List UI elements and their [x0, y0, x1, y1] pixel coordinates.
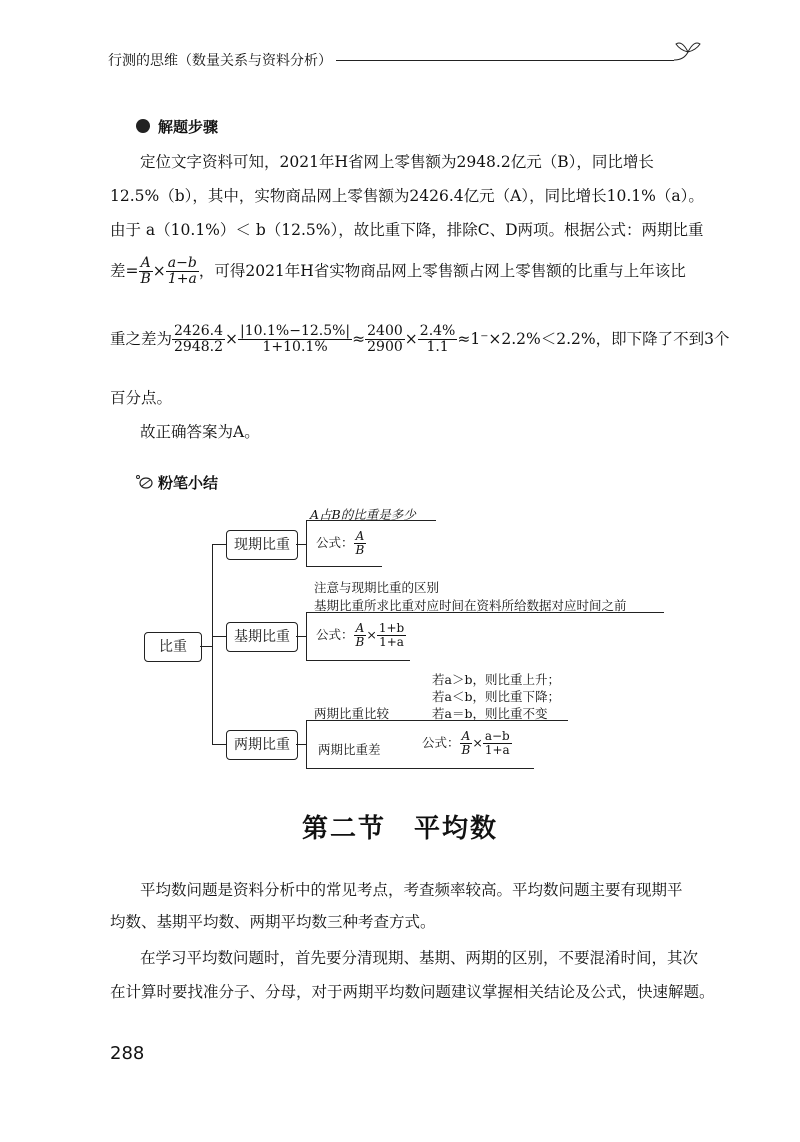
node-two-period-share: 两期比重: [226, 730, 298, 760]
two-formula-rule: [306, 768, 534, 769]
calc-suffix: ≈1⁻×2.2%＜2.2%，即下降了不到3个: [457, 329, 730, 348]
base-branch-line: [306, 612, 307, 660]
two-formula: 公式： $\frac{A}{B}$ × $\frac{a-b}{1+a}$: [422, 729, 510, 758]
two-rule-2: 若a＜b，则比重下降；: [432, 689, 560, 704]
two-diff-label: 两期比重差: [318, 742, 381, 757]
calc-fraction-2: $\frac{|10.1\%-12.5\%|}{1+10.1\%}$: [240, 323, 351, 356]
current-branch-line: [306, 520, 307, 566]
node-base-share: 基期比重: [226, 622, 298, 652]
section-p2-line-2: 在计算时要找准分子、分母，对于两期平均数问题建议掌握相关结论及公式，快速解题。: [110, 983, 715, 1001]
base-formula-rule: [306, 660, 410, 661]
solution-line-1: 定位文字资料可知，2021年H省网上零售额为2948.2亿元（B），同比增长: [140, 153, 654, 171]
calc-prefix: 重之差为: [110, 329, 173, 348]
calc-fraction-1: $\frac{2426.4}{2948.2}$: [174, 323, 224, 356]
solution-line-5: 重之差为 $\frac{2426.4}{2948.2}$ × $\frac{|10.1\%-12.5\%|}{1+10.1\%}$ ≈ $\frac{2400}{2900}$ × $\frac{2.4\%}{1.1}$ ≈1⁻×2.2%＜2.2%，即下降了不到3个: [110, 323, 730, 356]
current-note-rule: [306, 520, 436, 521]
current-note: A占B的比重是多少: [310, 507, 416, 522]
summary-heading: 粉笔小结: [158, 474, 219, 492]
fraction-A-over-B: $\frac{A}{B}$: [140, 255, 151, 288]
sprout-icon: [670, 38, 710, 68]
base-note-rule: [306, 612, 664, 613]
root-node: 比重: [144, 632, 202, 662]
solution-line-3: 由于 a（10.1%）＜ b（12.5%），故比重下降，排除C、D两项。根据公式：两期比重: [110, 221, 704, 239]
section-p1-line-1: 平均数问题是资料分析中的常见考点，考查频率较高。平均数问题主要有现期平: [140, 881, 683, 899]
header-rule: [336, 60, 674, 61]
branch-two: [212, 744, 226, 745]
root-connector: [200, 646, 212, 647]
solution-answer: 故正确答案为A。: [140, 423, 260, 441]
section-p2-line-1: 在学习平均数问题时，首先要分清现期、基期、两期的区别，不要混淆时间，其次: [140, 949, 699, 967]
two-connector: [296, 744, 306, 745]
branch-base: [212, 636, 226, 637]
page-number: 288: [110, 1043, 145, 1064]
fraction-a-minus-b: $\frac{a-b}{1+a}$: [167, 255, 197, 288]
two-compare-rule: [306, 720, 568, 721]
two-compare-label: 两期比重比较: [314, 706, 390, 721]
current-connector: [296, 544, 306, 545]
current-formula-rule: [306, 566, 382, 567]
base-note-1: 注意与现期比重的区别: [314, 580, 440, 595]
solution-line-2: 12.5%（b），其中，实物商品网上零售额为2426.4亿元（A），同比增长10.1%（a）。: [110, 187, 704, 205]
base-note-2: 基期比重所求比重对应时间在资料所给数据对应时间之前: [314, 598, 627, 613]
two-branch-line: [306, 720, 307, 768]
solution-line-4: 差= $\frac{A}{B}$ × $\frac{a-b}{1+a}$ ，可得2021年H省实物商品网上零售额占网上零售额的比重与上年该比: [110, 255, 686, 288]
section-title: 第二节 平均数: [301, 814, 498, 844]
running-header: 行测的思维（数量关系与资料分析）: [108, 53, 332, 69]
base-formula: 公式： $\frac{A}{B}$ × $\frac{1+b}{1+a}$: [316, 621, 405, 650]
node-current-share: 现期比重: [226, 530, 298, 560]
calc-fraction-4: $\frac{2.4\%}{1.1}$: [419, 323, 456, 356]
two-rule-3: 若a＝b，则比重不变: [432, 706, 548, 721]
root-branch-line: [212, 544, 213, 744]
formula-prefix: 差=: [110, 261, 139, 280]
two-rule-1: 若a＞b，则比重上升；: [432, 672, 560, 687]
chalk-icon: [134, 474, 154, 490]
branch-current: [212, 544, 226, 545]
steps-icon: [136, 119, 150, 133]
solution-line-6: 百分点。: [110, 389, 173, 407]
base-connector: [296, 636, 306, 637]
current-formula: 公式： $\frac{A}{B}$: [316, 529, 365, 558]
solution-heading: 解题步骤: [158, 118, 219, 136]
calc-fraction-3: $\frac{2400}{2900}$: [367, 323, 403, 356]
section-p1-line-2: 均数、基期平均数、两期平均数三种考查方式。: [110, 913, 436, 931]
formula-suffix: ，可得2021年H省实物商品网上零售额占网上零售额的比重与上年该比: [198, 261, 686, 280]
